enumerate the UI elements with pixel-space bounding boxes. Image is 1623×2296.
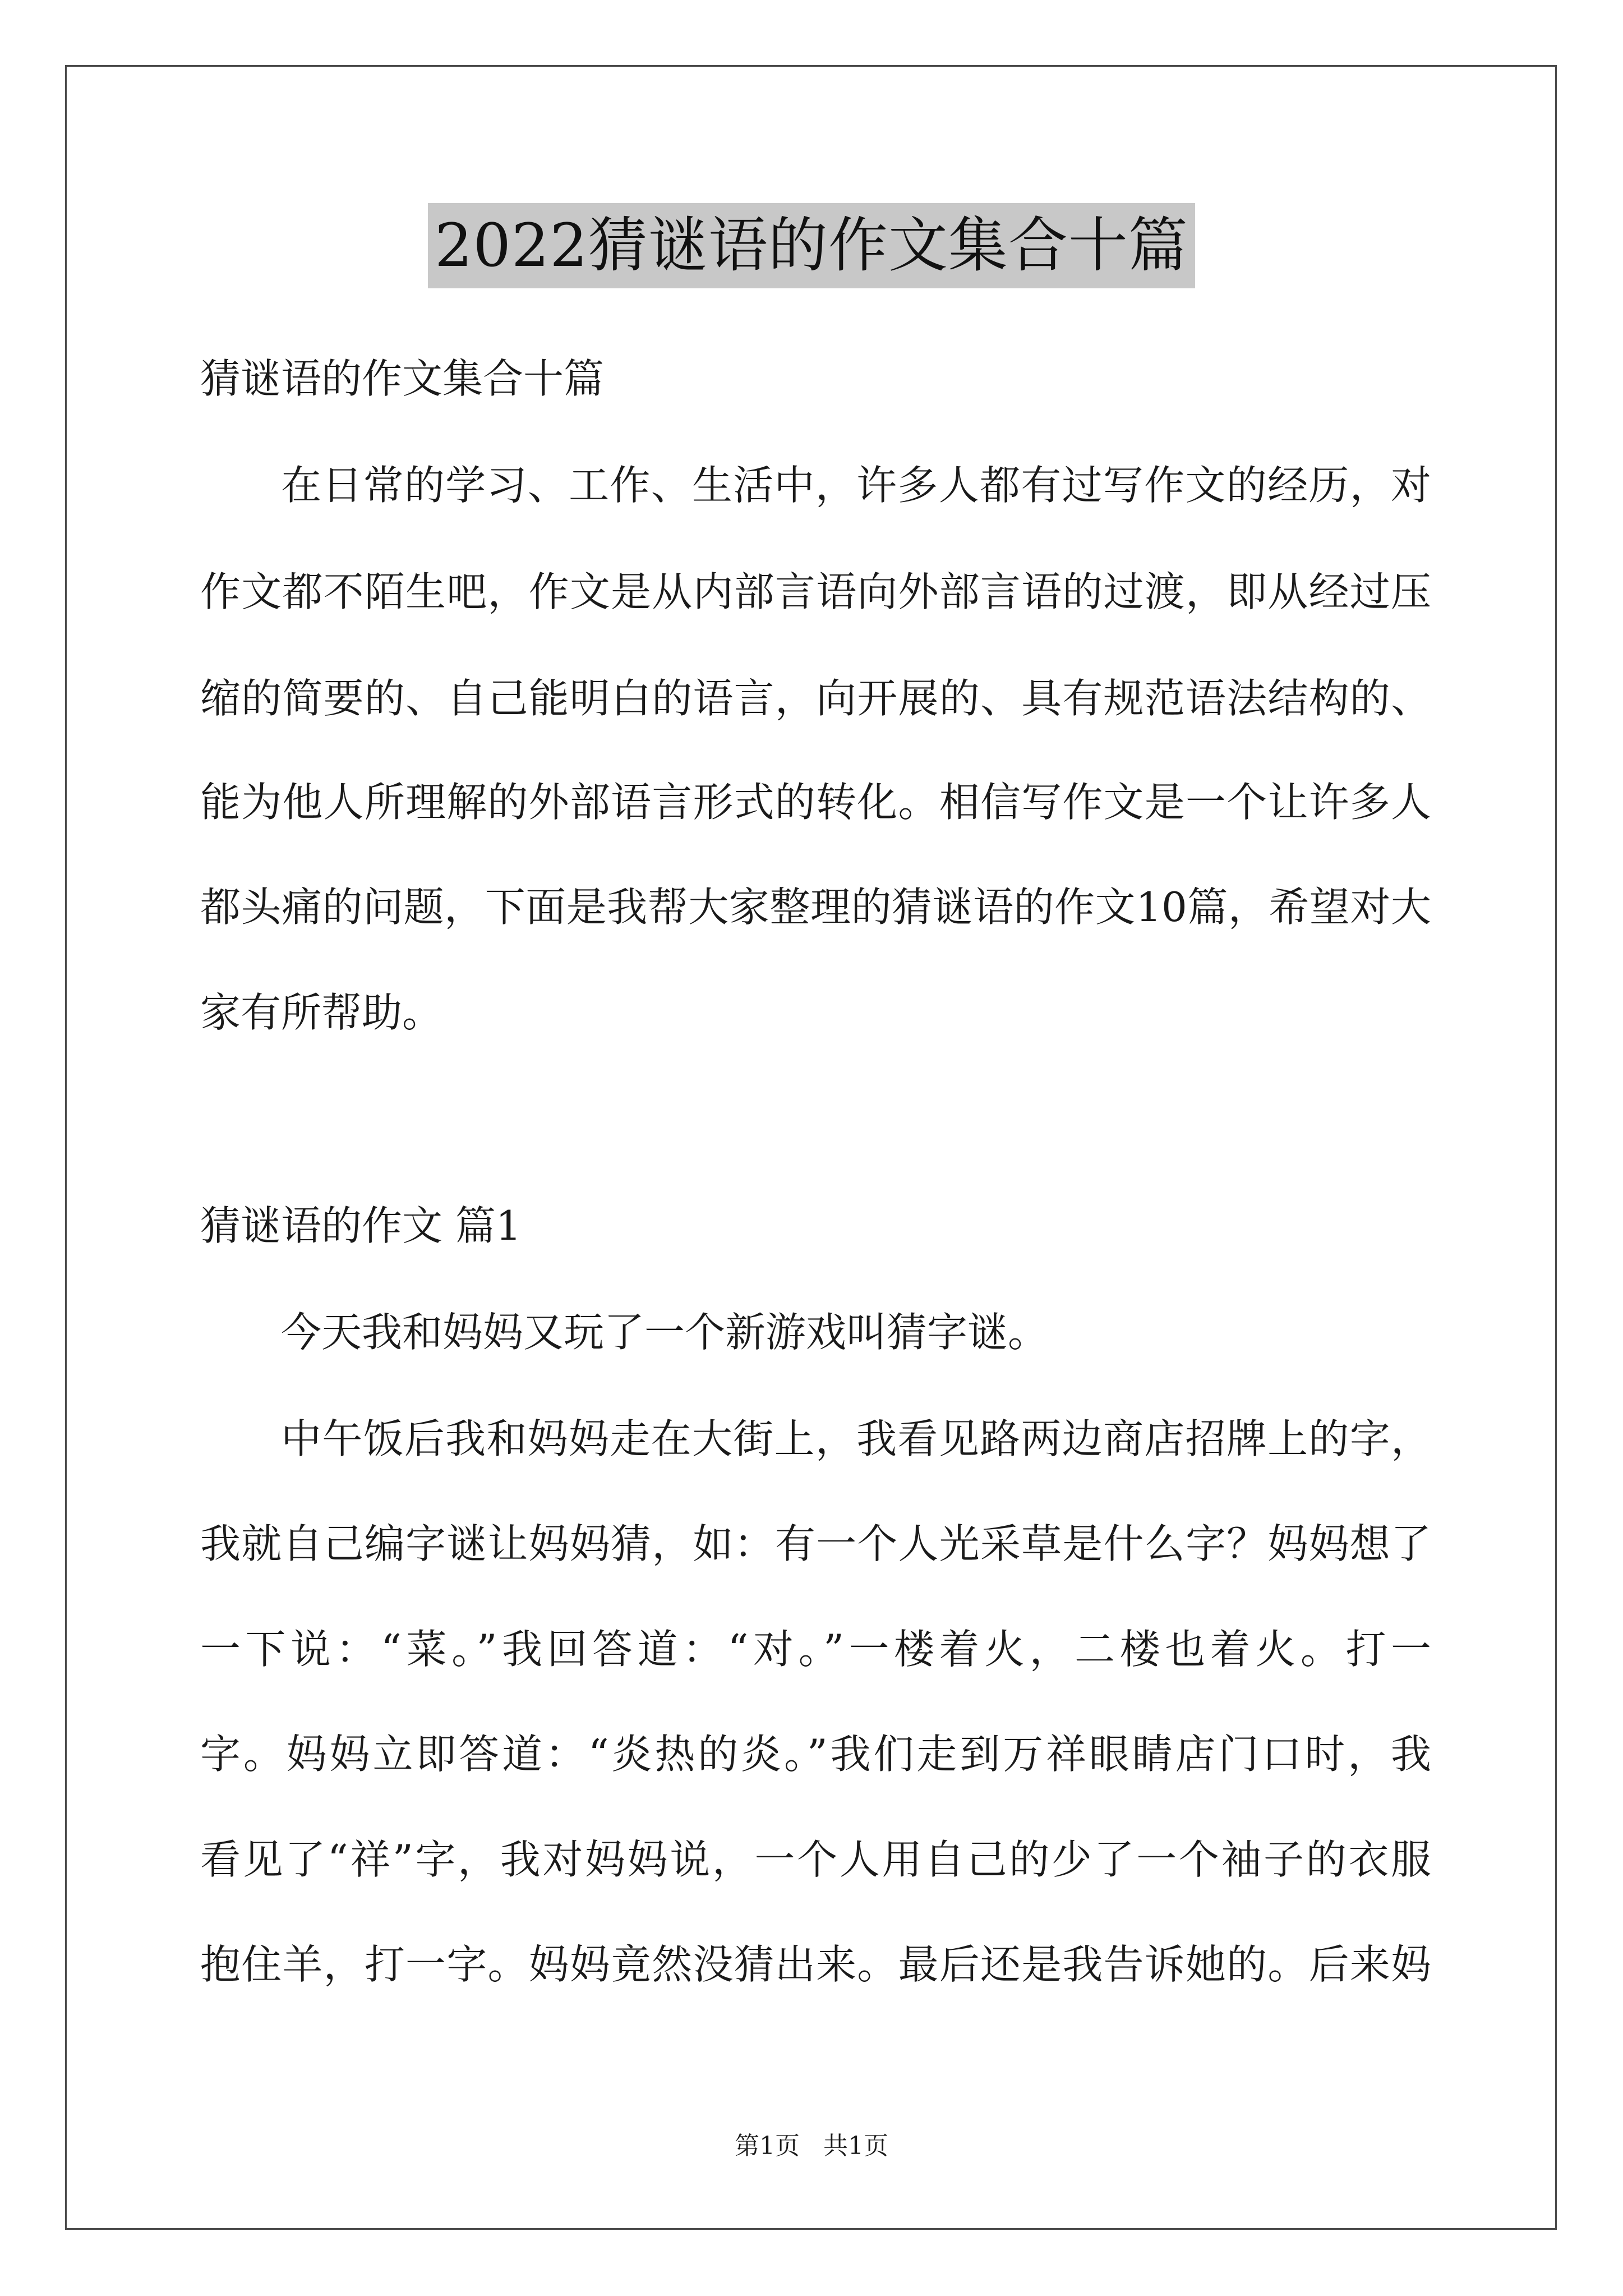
paragraph-line: 抱住羊，打一字。妈妈竟然没猜出来。最后还是我告诉她的。后来妈 (200, 1941, 1431, 1988)
paragraph-line: 一下说：“菜。”我回答道：“对。”一楼着火，二楼也着火。打一 (200, 1626, 1431, 1673)
section-heading: 猜谜语的作文 篇1 (200, 1202, 522, 1249)
subtitle: 猜谜语的作文集合十篇 (200, 355, 605, 402)
intro-line: 缩的简要的、自己能明白的语言，向开展的、具有规范语法结构的、 (200, 675, 1431, 722)
page-footer (0, 2129, 1623, 2163)
intro-line: 都头痛的问题，下面是我帮大家整理的猜谜语的作文10篇，希望对大 (200, 884, 1431, 931)
paragraph-line: 今天我和妈妈又玩了一个新游戏叫猜字谜。 (281, 1309, 1049, 1356)
page-number: 第1页 (735, 2132, 800, 2160)
title-container (0, 203, 1623, 288)
intro-line: 家有所帮助。 (200, 989, 443, 1036)
intro-line: 作文都不陌生吧，作文是从内部言语向外部言语的过渡，即从经过压 (200, 568, 1431, 615)
paragraph-line: 中午饭后我和妈妈走在大街上，我看见路两边商店招牌上的字， (281, 1415, 1431, 1462)
paragraph-line: 我就自己编字谜让妈妈猜，如：有一个人光采草是什么字？妈妈想了 (200, 1520, 1431, 1567)
paragraph-line: 字。妈妈立即答道：“炎热的炎。”我们走到万祥眼睛店门口时，我 (200, 1731, 1431, 1778)
intro-line: 在日常的学习、工作、生活中，许多人都有过写作文的经历，对 (281, 462, 1431, 509)
paragraph-line: 看见了“祥”字，我对妈妈说，一个人用自己的少了一个袖子的衣服 (200, 1836, 1431, 1883)
intro-line: 能为他人所理解的外部语言形式的转化。相信写作文是一个让许多人 (200, 779, 1431, 826)
page-total: 共1页 (823, 2132, 888, 2160)
document-title: 2022猜谜语的作文集合十篇 (428, 203, 1195, 288)
